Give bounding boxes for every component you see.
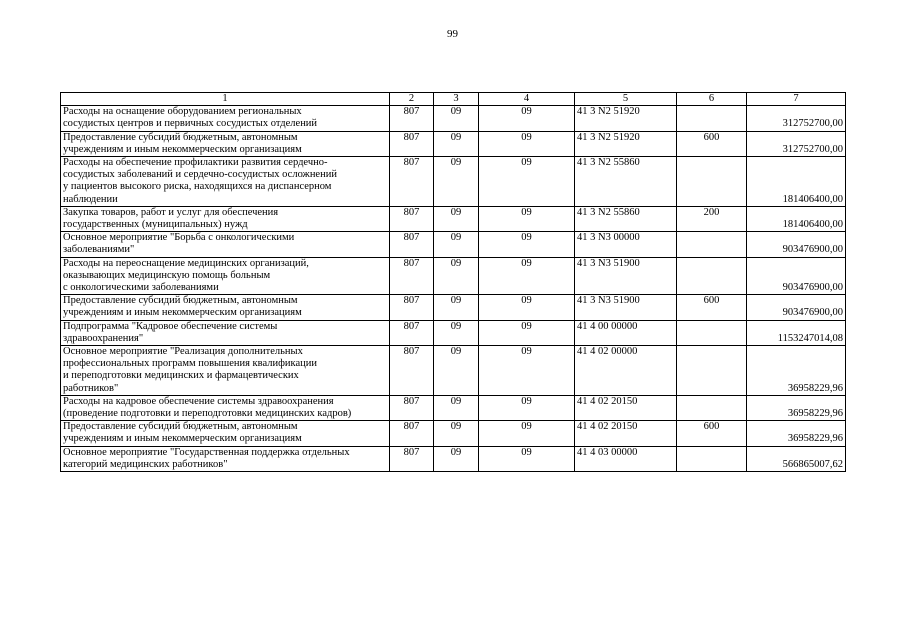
subsection-code-cell: 09	[479, 131, 575, 156]
column-header: 5	[575, 93, 677, 106]
table-row	[61, 131, 846, 156]
subsection-code-cell: 09	[479, 446, 575, 471]
item-name-cell: Основное мероприятие "Борьба с онкологическими заболеваниями"	[61, 232, 390, 257]
table-row	[61, 446, 846, 471]
column-header: 3	[434, 93, 479, 106]
ministry-code-cell: 807	[390, 106, 434, 131]
expense-type-cell: 600	[677, 295, 747, 320]
column-header: 7	[747, 93, 846, 106]
target-article-cell: 41 3 N2 55860	[575, 206, 677, 231]
column-header: 1	[61, 93, 390, 106]
ministry-code-cell: 807	[390, 257, 434, 295]
table-header-row	[61, 93, 846, 106]
amount-cell: 36958229,96	[747, 421, 846, 446]
item-name-cell: Предоставление субсидий бюджетным, автономным учреждениям и иным некоммерческим организациям	[61, 131, 390, 156]
target-article-cell: 41 3 N2 51920	[575, 106, 677, 131]
expense-type-cell	[677, 106, 747, 131]
target-article-cell: 41 4 02 20150	[575, 421, 677, 446]
target-article-cell: 41 4 00 00000	[575, 320, 677, 345]
ministry-code-cell: 807	[390, 232, 434, 257]
subsection-code-cell: 09	[479, 206, 575, 231]
table-row	[61, 395, 846, 420]
target-article-cell: 41 3 N3 51900	[575, 295, 677, 320]
target-article-cell: 41 3 N3 51900	[575, 257, 677, 295]
subsection-code-cell: 09	[479, 232, 575, 257]
section-code-cell: 09	[434, 320, 479, 345]
target-article-cell: 41 3 N3 00000	[575, 232, 677, 257]
ministry-code-cell: 807	[390, 157, 434, 207]
section-code-cell: 09	[434, 106, 479, 131]
subsection-code-cell: 09	[479, 320, 575, 345]
table-row	[61, 346, 846, 396]
item-name-cell: Предоставление субсидий бюджетным, автономным учреждениям и иным некоммерческим организациям	[61, 295, 390, 320]
amount-cell: 566865007,62	[747, 446, 846, 471]
expense-type-cell	[677, 446, 747, 471]
expense-type-cell: 600	[677, 131, 747, 156]
item-name-cell: Предоставление субсидий бюджетным, автономным учреждениям и иным некоммерческим организациям	[61, 421, 390, 446]
section-code-cell: 09	[434, 295, 479, 320]
page-number: 99	[447, 28, 458, 40]
ministry-code-cell: 807	[390, 131, 434, 156]
section-code-cell: 09	[434, 157, 479, 207]
column-header: 2	[390, 93, 434, 106]
section-code-cell: 09	[434, 206, 479, 231]
item-name-cell: Основное мероприятие "Государственная поддержка отдельных категорий медицинских работников"	[61, 446, 390, 471]
subsection-code-cell: 09	[479, 295, 575, 320]
expense-type-cell	[677, 232, 747, 257]
ministry-code-cell: 807	[390, 295, 434, 320]
ministry-code-cell: 807	[390, 206, 434, 231]
amount-cell: 36958229,96	[747, 346, 846, 396]
table-row	[61, 232, 846, 257]
ministry-code-cell: 807	[390, 421, 434, 446]
amount-cell: 312752700,00	[747, 106, 846, 131]
section-code-cell: 09	[434, 257, 479, 295]
section-code-cell: 09	[434, 346, 479, 396]
item-name-cell: Расходы на обеспечение профилактики развития сердечно- сосудистых заболеваний и сердечно-сосудистых осложнений у пациентов высокого риска, находящихся на диспансерном наблюдении	[61, 157, 390, 207]
amount-cell: 312752700,00	[747, 131, 846, 156]
expense-type-cell: 200	[677, 206, 747, 231]
amount-cell: 903476900,00	[747, 295, 846, 320]
amount-cell: 36958229,96	[747, 395, 846, 420]
target-article-cell: 41 4 02 20150	[575, 395, 677, 420]
budget-table	[60, 92, 846, 472]
item-name-cell: Закупка товаров, работ и услуг для обеспечения государственных (муниципальных) нужд	[61, 206, 390, 231]
table-row	[61, 206, 846, 231]
table-row	[61, 157, 846, 207]
table-row	[61, 421, 846, 446]
amount-cell: 181406400,00	[747, 157, 846, 207]
table-row	[61, 320, 846, 345]
section-code-cell: 09	[434, 421, 479, 446]
expense-type-cell	[677, 157, 747, 207]
item-name-cell: Расходы на кадровое обеспечение системы здравоохранения (проведение подготовки и переподготовки медицинских кадров)	[61, 395, 390, 420]
section-code-cell: 09	[434, 232, 479, 257]
subsection-code-cell: 09	[479, 395, 575, 420]
subsection-code-cell: 09	[479, 421, 575, 446]
table-row	[61, 257, 846, 295]
target-article-cell: 41 4 03 00000	[575, 446, 677, 471]
item-name-cell: Основное мероприятие "Реализация дополнительных профессиональных программ повышения квалификации и переподготовки медицинских и фармацевтических работников"	[61, 346, 390, 396]
column-header: 4	[479, 93, 575, 106]
target-article-cell: 41 4 02 00000	[575, 346, 677, 396]
table-row	[61, 106, 846, 131]
item-name-cell: Расходы на переоснащение медицинских организаций, оказывающих медицинскую помощь больным с онкологическими заболеваниями	[61, 257, 390, 295]
subsection-code-cell: 09	[479, 157, 575, 207]
ministry-code-cell: 807	[390, 395, 434, 420]
amount-cell: 1153247014,08	[747, 320, 846, 345]
subsection-code-cell: 09	[479, 106, 575, 131]
item-name-cell: Расходы на оснащение оборудованием региональных сосудистых центров и первичных сосудистых отделений	[61, 106, 390, 131]
subsection-code-cell: 09	[479, 257, 575, 295]
table-row	[61, 295, 846, 320]
section-code-cell: 09	[434, 446, 479, 471]
expense-type-cell	[677, 257, 747, 295]
section-code-cell: 09	[434, 131, 479, 156]
amount-cell: 181406400,00	[747, 206, 846, 231]
column-header: 6	[677, 93, 747, 106]
item-name-cell: Подпрограмма "Кадровое обеспечение системы здравоохранения"	[61, 320, 390, 345]
amount-cell: 903476900,00	[747, 257, 846, 295]
expense-type-cell: 600	[677, 421, 747, 446]
section-code-cell: 09	[434, 395, 479, 420]
amount-cell: 903476900,00	[747, 232, 846, 257]
target-article-cell: 41 3 N2 55860	[575, 157, 677, 207]
target-article-cell: 41 3 N2 51920	[575, 131, 677, 156]
ministry-code-cell: 807	[390, 446, 434, 471]
expense-type-cell	[677, 395, 747, 420]
expense-type-cell	[677, 346, 747, 396]
expense-type-cell	[677, 320, 747, 345]
subsection-code-cell: 09	[479, 346, 575, 396]
ministry-code-cell: 807	[390, 320, 434, 345]
ministry-code-cell: 807	[390, 346, 434, 396]
